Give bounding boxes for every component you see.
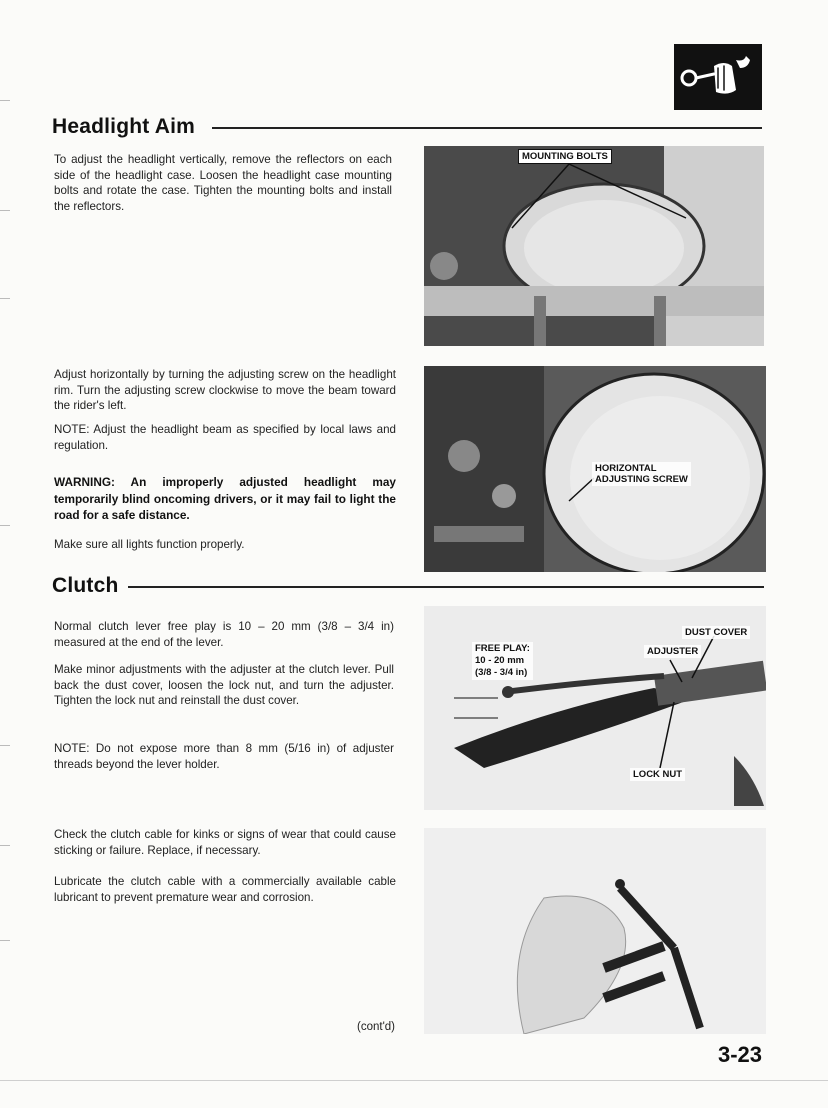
margin-mark xyxy=(0,210,10,211)
headlight-warning: WARNING: An improperly adjusted headlight may temporarily blind oncoming drivers, or it may fail to light the road for a safe distance. xyxy=(54,475,396,522)
clutch-paragraph-4: Lubricate the clutch cable with a commercially available cable lubricant to prevent premature wear and corrosion. xyxy=(54,875,396,904)
margin-mark xyxy=(0,298,10,299)
margin-mark xyxy=(0,100,10,101)
clutch-note: NOTE: Do not expose more than 8 mm (5/16 in) of adjuster threads beyond the lever holder. xyxy=(54,742,394,771)
callout-adjuster: ADJUSTER xyxy=(644,645,701,658)
clutch-paragraph-2: Make minor adjustments with the adjuster at the clutch lever. Pull back the dust cover, loosen the lock nut, and turn the adjuster. Tighten the lock nut and reinstall the dust cover. xyxy=(54,663,394,707)
margin-mark xyxy=(0,940,10,941)
section-rule xyxy=(212,127,762,129)
section-rule xyxy=(128,586,764,588)
page-number: 3-23 xyxy=(718,1042,763,1067)
margin-mark xyxy=(0,845,10,846)
headlight-paragraph-2: Adjust horizontally by turning the adjusting screw on the headlight rim. Turn the adjusting screw clockwise to move the beam toward the rider's left. xyxy=(54,368,396,412)
callout-lock-nut: LOCK NUT xyxy=(630,768,685,781)
clutch-paragraph-3: Check the clutch cable for kinks or signs of wear that could cause sticking or failure. Replace, if necessary. xyxy=(54,828,396,857)
headlight-mounting-photo xyxy=(424,146,764,346)
callout-free-play: FREE PLAY: 10 - 20 mm (3/8 - 3/4 in) xyxy=(472,642,533,680)
bottom-edge-line xyxy=(0,1080,828,1081)
callout-horizontal-adjusting-screw: HORIZONTAL ADJUSTING SCREW xyxy=(592,462,691,486)
wrench-in-hand-icon xyxy=(674,44,762,110)
clutch-cable-lubrication-photo xyxy=(424,828,766,1034)
section-title-clutch: Clutch xyxy=(52,574,119,597)
section-title-headlight: Headlight Aim xyxy=(52,115,195,138)
margin-mark xyxy=(0,525,10,526)
continued-label: (cont'd) xyxy=(357,1021,395,1033)
headlight-note: NOTE: Adjust the headlight beam as specified by local laws and regulation. xyxy=(54,423,396,452)
clutch-paragraph-1: Normal clutch lever free play is 10 – 20 mm (3/8 – 3/4 in) measured at the end of the lever. xyxy=(54,620,394,649)
callout-mounting-bolts: MOUNTING BOLTS xyxy=(518,149,612,164)
headlight-paragraph-3: Make sure all lights function properly. xyxy=(54,538,245,551)
margin-mark xyxy=(0,745,10,746)
headlight-paragraph-1: To adjust the headlight vertically, remove the reflectors on each side of the headlight case. Loosen the headlight case mounting bolts and rotate the case. Tighten the mounting bolts and install the reflectors. xyxy=(54,153,392,213)
callout-dust-cover: DUST COVER xyxy=(682,626,750,639)
